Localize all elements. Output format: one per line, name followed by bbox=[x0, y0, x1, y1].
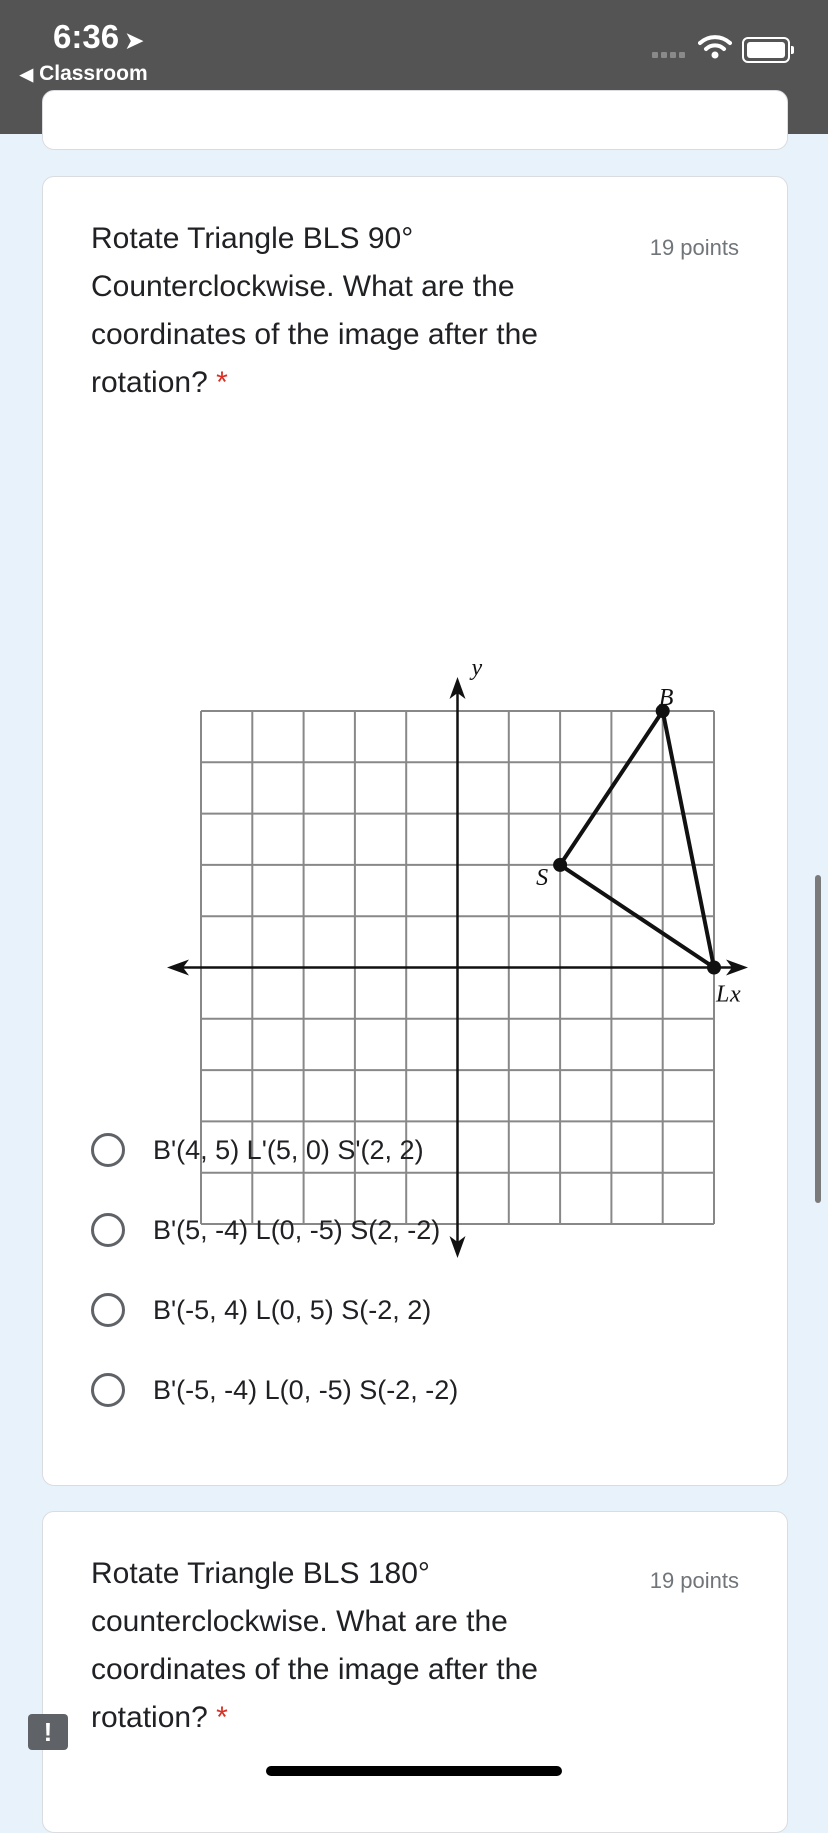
required-marker: * bbox=[216, 1701, 228, 1734]
feedback-button[interactable]: ! bbox=[28, 1714, 68, 1750]
vertex-label-b: B bbox=[658, 685, 674, 711]
vertex-point-s bbox=[553, 858, 567, 872]
question-title-text: Rotate Triangle BLS 180° counterclockwise. What are the coordinates of the image after the rotation? bbox=[91, 1557, 538, 1734]
question-title bbox=[91, 215, 591, 407]
option-label: B'(4, 5) L'(5, 0) S'(2, 2) bbox=[153, 1134, 424, 1165]
x-axis-label: x bbox=[730, 981, 741, 1008]
answer-option-4[interactable] bbox=[91, 1373, 458, 1407]
points-label: 19 points bbox=[649, 1568, 739, 1593]
location-arrow-icon: ➤ bbox=[125, 28, 144, 53]
question-card-2 bbox=[42, 1511, 788, 1833]
question-title-text: Rotate Triangle BLS 90° Counterclockwise. What are the coordinates of the image after the rotation? bbox=[91, 222, 538, 399]
vertex-label-l: L bbox=[716, 981, 730, 1008]
answer-option-1[interactable] bbox=[91, 1133, 424, 1167]
time-text: 6:36 bbox=[53, 18, 120, 55]
clock bbox=[53, 18, 144, 56]
option-label: B'(5, -4) L(0, -5) S(2, -2) bbox=[153, 1214, 441, 1245]
home-indicator[interactable] bbox=[266, 1766, 562, 1776]
points-label: 19 points bbox=[649, 235, 739, 260]
wifi-icon bbox=[698, 34, 732, 60]
required-marker: * bbox=[216, 366, 228, 399]
y-axis-label: y bbox=[471, 655, 483, 681]
option-label: B'(-5, 4) L(0, 5) S(-2, 2) bbox=[153, 1294, 432, 1325]
option-label: B'(-5, -4) L(0, -5) S(-2, -2) bbox=[153, 1374, 459, 1405]
question-title bbox=[91, 1550, 591, 1742]
back-triangle-icon: ◀ bbox=[20, 65, 34, 84]
radio-button[interactable] bbox=[91, 1293, 125, 1327]
axes bbox=[167, 677, 748, 1258]
cellular-signal-icon bbox=[652, 52, 685, 58]
back-label: Classroom bbox=[39, 62, 148, 85]
radio-button[interactable] bbox=[91, 1213, 125, 1247]
previous-question-card bbox=[42, 90, 788, 150]
back-to-classroom-button[interactable] bbox=[20, 62, 148, 86]
radio-button[interactable] bbox=[91, 1133, 125, 1167]
question-card-1 bbox=[42, 176, 788, 1486]
vertex-label-s: S bbox=[536, 864, 549, 891]
triangle-bls bbox=[553, 704, 721, 975]
scrollbar[interactable] bbox=[815, 875, 821, 1203]
vertex-point-l bbox=[707, 961, 721, 975]
battery-icon bbox=[742, 37, 790, 63]
radio-button[interactable] bbox=[91, 1373, 125, 1407]
answer-option-3[interactable] bbox=[91, 1293, 431, 1327]
answer-option-2[interactable] bbox=[91, 1213, 440, 1247]
triangle-outline bbox=[560, 711, 714, 968]
